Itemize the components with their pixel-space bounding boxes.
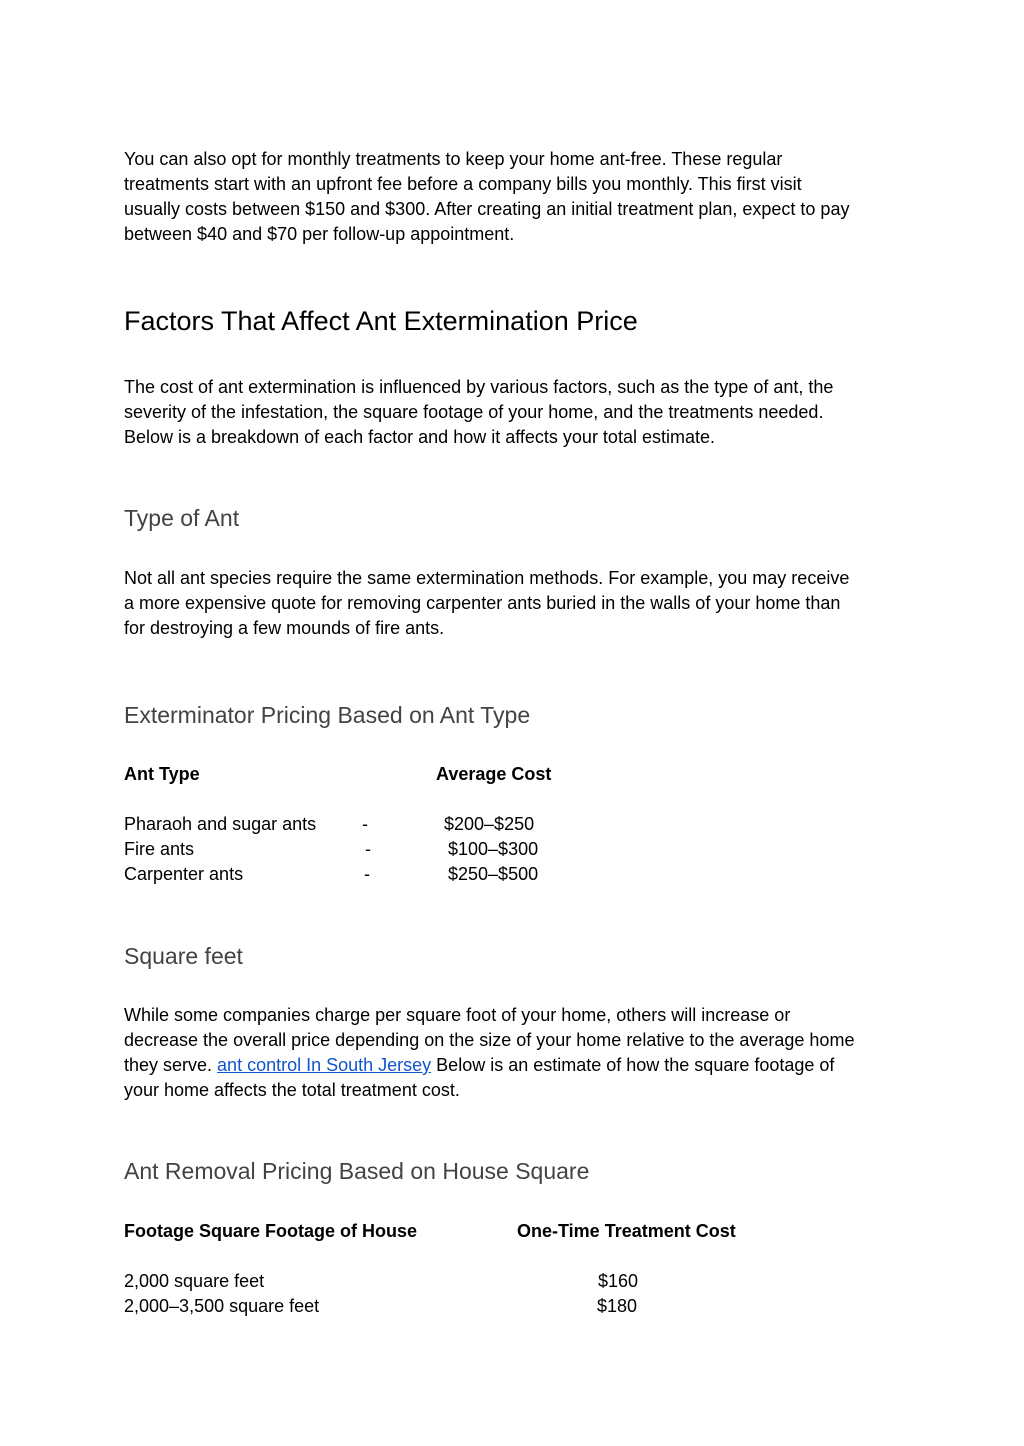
cost-cell: $200–$250 [444,814,535,834]
intro-paragraph [124,147,904,247]
square-feet-paragraph [124,1003,904,1103]
type-of-ant-line: Not all ant species require the same extermination methods. For example, you may receive [124,568,850,588]
table-header-row [0,762,1024,787]
ant-type-cell: Pharaoh and sugar ants [124,814,317,834]
column-header-footage: Footage Square Footage of House [124,1221,418,1241]
column-header-average-cost: Average Cost [436,764,552,784]
table-header-row [0,1219,1024,1244]
square-feet-line: decrease the overall price depending on the size of your home relative to the average home [124,1030,855,1050]
square-feet-line: While some companies charge per square foot of your home, others will increase or [124,1005,791,1025]
column-header-ant-type: Ant Type [124,764,200,784]
table-row [0,812,1024,837]
type-of-ant-heading: Type of Ant [124,505,240,531]
intro-line: between $40 and $70 per follow-up appointment. [124,224,515,244]
house-pricing-heading: Ant Removal Pricing Based on House Square [124,1158,590,1184]
ant-type-cell: Fire ants [124,839,195,859]
table-row [0,1269,1024,1294]
footage-cell: 2,000 square feet [124,1271,265,1291]
square-feet-line [124,1053,904,1078]
dash-separator: - [365,839,371,859]
ant-control-link[interactable]: ant control In South Jersey [217,1055,432,1075]
dash-separator: - [364,864,370,884]
square-feet-line: your home affects the total treatment cost. [124,1080,460,1100]
table-row [0,1294,1024,1319]
factors-paragraph [124,375,904,450]
square-feet-text: they serve. [124,1055,218,1075]
intro-line: treatments start with an upfront fee before a company bills you monthly. This first visit [124,174,802,194]
factors-line: severity of the infestation, the square footage of your home, and the treatments needed. [124,402,824,422]
ant-type-cell: Carpenter ants [124,864,244,884]
column-header-treatment-cost: One-Time Treatment Cost [517,1221,736,1241]
factors-line: Below is a breakdown of each factor and how it affects your total estimate. [124,427,715,447]
type-of-ant-paragraph [124,566,904,641]
factors-line: The cost of ant extermination is influenced by various factors, such as the type of ant, the [124,377,834,397]
dash-separator: - [362,814,368,834]
table-row [0,862,1024,887]
square-feet-text: Below is an estimate of how the square footage of [431,1055,835,1075]
cost-cell: $160 [598,1271,639,1291]
ant-type-pricing-heading: Exterminator Pricing Based on Ant Type [124,702,531,728]
cost-cell: $180 [597,1296,638,1316]
table-row [0,837,1024,862]
factors-heading: Factors That Affect Ant Extermination Price [124,306,638,336]
type-of-ant-line: for destroying a few mounds of fire ants. [124,618,445,638]
type-of-ant-line: a more expensive quote for removing carpenter ants buried in the walls of your home than [124,593,841,613]
intro-line: You can also opt for monthly treatments to keep your home ant-free. These regular [124,149,783,169]
cost-cell: $100–$300 [448,839,539,859]
square-feet-heading: Square feet [124,943,243,969]
cost-cell: $250–$500 [448,864,539,884]
intro-line: usually costs between $150 and $300. After creating an initial treatment plan, expect to pay [124,199,850,219]
footage-cell: 2,000–3,500 square feet [124,1296,320,1316]
